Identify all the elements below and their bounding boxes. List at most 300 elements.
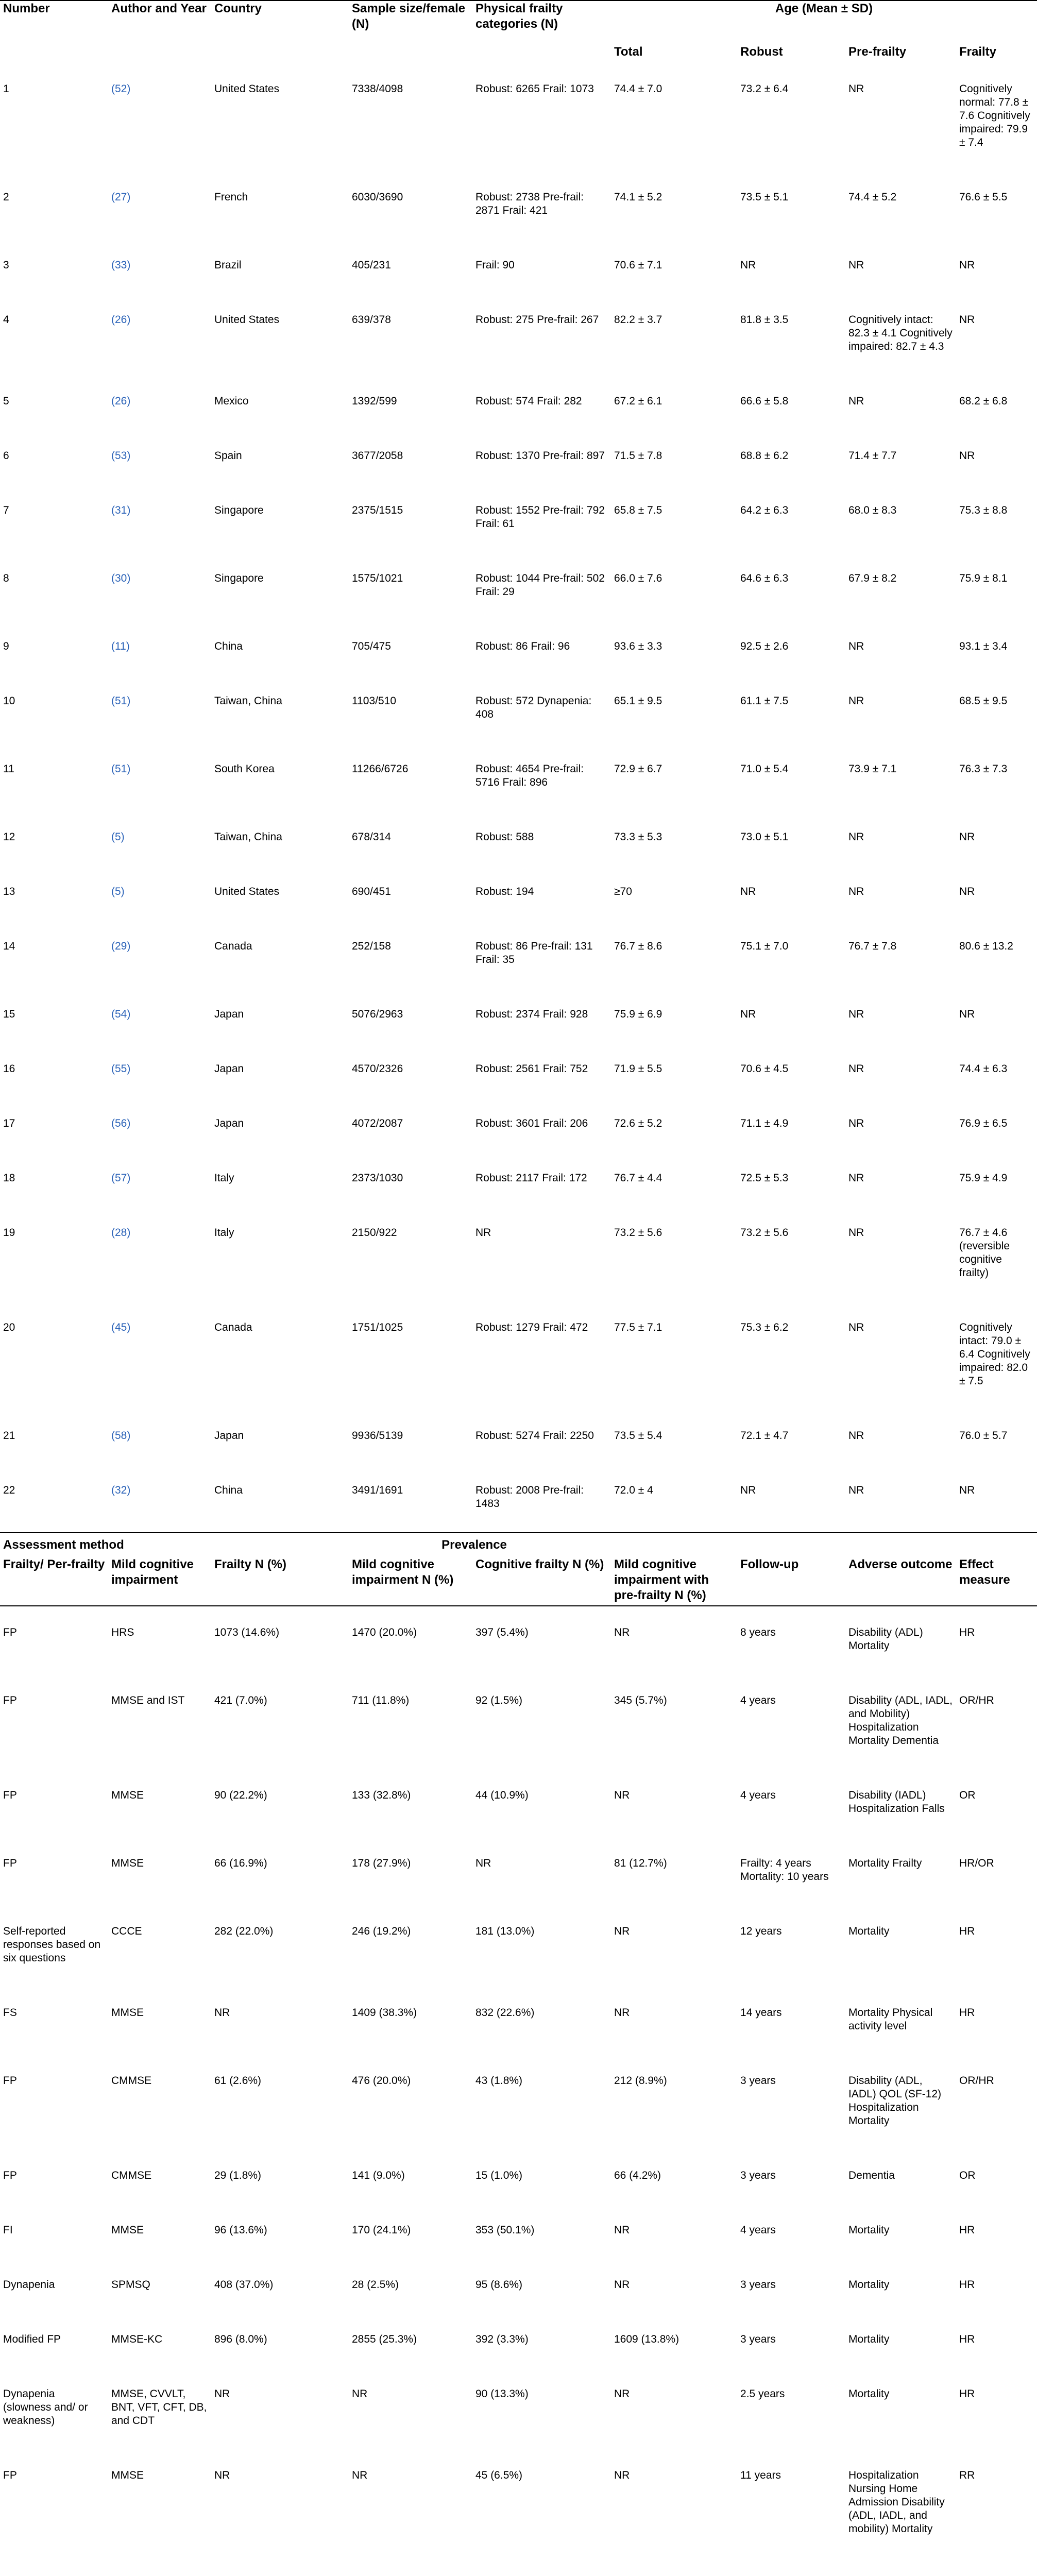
cell-adverse-outcome: Disability (ADL) Mortality [848, 1626, 923, 1652]
cell-country: United States [214, 314, 280, 326]
table-row [0, 2312, 1037, 2367]
cell-mci-n: 1470 (20.0%) [352, 1626, 417, 1638]
cell-sample: 4570/2326 [352, 1063, 403, 1075]
reference-link[interactable]: (28) [111, 1227, 131, 1239]
cell-followup: Frailty: 4 years Mortality: 10 years [740, 1857, 829, 1883]
cell-followup: 4 years [740, 1694, 776, 1706]
cell-country: United States [214, 886, 280, 897]
cell-frailty-method [0, 2556, 108, 2576]
cell-sample: 1392/599 [352, 395, 397, 407]
cell-sample: 2375/1515 [352, 504, 403, 516]
cell-age-prefrailty: NR [848, 695, 864, 707]
cell-followup: 3 years [740, 2279, 776, 2291]
cell-physical-frailty: Robust: 2374 Frail: 928 [475, 1008, 588, 1020]
table-row [0, 1409, 1037, 1463]
cell-reference [108, 429, 211, 483]
cell-mci-prefrailty-n: 345 (5.7%) [614, 1694, 667, 1706]
cell-mci-n: NR [352, 2469, 368, 2481]
table-row [0, 1904, 1037, 1986]
cell-number: 19 [3, 1227, 15, 1239]
table-row [0, 1151, 1037, 1206]
cell-reference [108, 919, 211, 987]
cell-age-frailty: 75.9 ± 4.9 [959, 1172, 1008, 1184]
cell-mci-method: MMSE, CVVLT, BNT, VFT, CFT, DB, and CDT [111, 2388, 207, 2427]
cell-cog-frailty-n: 392 (3.3%) [475, 2333, 529, 2345]
cell-effect-measure: HR [959, 2279, 975, 2291]
cell-frailty-n: 282 (22.0%) [214, 1925, 274, 1937]
cell-sample: 252/158 [352, 940, 391, 952]
cell-age-total: 73.5 ± 5.4 [614, 1430, 662, 1442]
cell-mci-prefrailty-n: NR [614, 1789, 630, 1801]
cell-mci-prefrailty-n: NR [614, 2469, 630, 2481]
cell-age-prefrailty: NR [848, 1321, 864, 1333]
table-row [0, 429, 1037, 483]
cell-sample: 2150/922 [352, 1227, 397, 1239]
cell-physical-frailty: Robust: 275 Pre-frail: 267 [475, 314, 599, 326]
col-header-physical-frailty: Physical frailty categories (N) [475, 2, 563, 31]
cell-physical-frailty: Frail: 90 [475, 259, 515, 271]
cell-age-frailty: NR [959, 314, 975, 326]
cell-age-total: 75.9 ± 6.9 [614, 1008, 662, 1020]
cell-age-total: 74.1 ± 5.2 [614, 191, 662, 203]
cell-physical-frailty: Robust: 2561 Frail: 752 [475, 1063, 588, 1075]
reference-link[interactable]: (26) [111, 395, 131, 407]
table-row [0, 2203, 1037, 2258]
table-row [0, 865, 1037, 919]
cell-cog-frailty-n: 95 (8.6%) [475, 2279, 523, 2291]
cell-adverse-outcome: Mortality [848, 2333, 890, 2345]
cell-adverse-outcome: Mortality [848, 2388, 890, 2400]
table-row [0, 1300, 1037, 1409]
cell-age-total: 71.9 ± 5.5 [614, 1063, 662, 1075]
cell-mci-method: CMMSE [111, 2170, 152, 2181]
cell-age-prefrailty: 74.4 ± 5.2 [848, 191, 897, 203]
cell-frailty-method: Dynapenia (slowness and/ or weakness) [3, 2388, 88, 2427]
cell-sample: 678/314 [352, 831, 391, 843]
cell-effect-measure: HR [959, 2388, 975, 2400]
cell-mci-n: 133 (32.8%) [352, 1789, 411, 1801]
col-header-frailty-n: Frailty N (%) [214, 1557, 287, 1571]
table-row [0, 1206, 1037, 1300]
cell-reference [108, 1096, 211, 1151]
cell-followup: 3 years [740, 2333, 776, 2345]
col-header-followup: Follow-up [740, 1557, 799, 1571]
cell-cog-frailty-n: 15 (1.0%) [475, 2170, 523, 2181]
cell-physical-frailty: Robust: 2008 Pre-frail: 1483 [475, 1484, 584, 1510]
cell-age-total: 93.6 ± 3.3 [614, 640, 662, 652]
table-row [0, 1768, 1037, 1836]
reference-link[interactable]: (26) [111, 314, 131, 326]
table2-header-rule [0, 1605, 1037, 1606]
cell-frailty-method: FP [3, 1857, 17, 1869]
cell-effect-measure: HR [959, 1626, 975, 1638]
reference-link[interactable]: (32) [111, 1484, 131, 1496]
cell-followup: 4 years [740, 1789, 776, 1801]
col-header-frailty-pre: Frailty/ Per-frailty [3, 1557, 105, 1571]
cell-age-frailty: NR [959, 831, 975, 843]
cell-frailty-method: FP [3, 2469, 17, 2481]
cell-country: Canada [214, 940, 252, 952]
cell-age-robust: 73.2 ± 6.4 [740, 83, 789, 95]
cell-mci-n: 1409 (38.3%) [352, 2007, 417, 2019]
cell-cog-frailty-n: 397 (5.4%) [475, 1626, 529, 1638]
cell-country: Canada [214, 1321, 252, 1333]
reference-link[interactable]: (31) [111, 504, 131, 516]
cell-age-frailty: NR [959, 450, 975, 462]
cell-cog-frailty-n: 92 (1.5%) [475, 1694, 523, 1706]
cell-followup: 12 years [740, 1925, 782, 1937]
cell-number: 8 [3, 572, 9, 584]
cell-age-total: 65.8 ± 7.5 [614, 504, 662, 516]
cell-mci-method: MMSE and IST [111, 1694, 185, 1706]
cell-age-frailty: 80.6 ± 13.2 [959, 940, 1013, 952]
cell-frailty-n: 61 (2.6%) [214, 2075, 262, 2087]
cell-effect-measure: RR [959, 2469, 975, 2481]
cell-frailty-method: Self-reported responses based on six questions [3, 1925, 101, 1964]
cell-mci-prefrailty-n: 212 (8.9%) [614, 2075, 667, 2087]
table-row [0, 2054, 1037, 2148]
cell-mci-method: MMSE [111, 2224, 144, 2236]
table-row [0, 62, 1037, 170]
cell-age-robust: 73.2 ± 5.6 [740, 1227, 789, 1239]
cell-number: 2 [3, 191, 9, 203]
cell-age-prefrailty: NR [848, 1484, 864, 1496]
cell-age-prefrailty: NR [848, 1117, 864, 1129]
table-row [0, 551, 1037, 619]
cell-age-prefrailty: 73.9 ± 7.1 [848, 763, 897, 775]
table-middle-rule [0, 1532, 1037, 1533]
table-row [0, 810, 1037, 865]
cell-age-frailty: NR [959, 259, 975, 271]
cell-sample: 4072/2087 [352, 1117, 403, 1129]
cell-number: 22 [3, 1484, 15, 1496]
cell-sample: 405/231 [352, 259, 391, 271]
cell-frailty-n: 421 (7.0%) [214, 1694, 267, 1706]
cell-effect-measure: HR [959, 2333, 975, 2345]
cell-reference [108, 1206, 211, 1300]
cell-reference [108, 810, 211, 865]
cell-physical-frailty: Robust: 6265 Frail: 1073 [475, 83, 594, 95]
cell-frailty-method: FI [3, 2224, 13, 2236]
cell-age-total: 72.9 ± 6.7 [614, 763, 662, 775]
reference-link[interactable]: (52) [111, 83, 131, 95]
cell-frailty-method: FP [3, 2170, 17, 2181]
cell-mci-prefrailty-n: 81 (12.7%) [614, 1857, 667, 1869]
table-row [0, 1042, 1037, 1096]
cell-age-robust: 75.3 ± 6.2 [740, 1321, 789, 1333]
col-header-mci-n: Mild cognitive impairment N (%) [352, 1557, 454, 1587]
cell-effect-measure [956, 2556, 1037, 2576]
cell-country: United States [214, 83, 280, 95]
reference-link[interactable]: (5) [111, 886, 125, 897]
cell-reference [108, 238, 211, 293]
cell-effect-measure: HR/OR [959, 1857, 994, 1869]
cell-age-prefrailty: 76.7 ± 7.8 [848, 940, 897, 952]
cell-effect-measure: OR/HR [959, 2075, 994, 2087]
cell-frailty-n: 896 (8.0%) [214, 2333, 267, 2345]
cell-adverse-outcome: Disability (IADL) Hospitalization Falls [848, 1789, 945, 1815]
table-row [0, 170, 1037, 238]
cell-country: China [214, 640, 243, 652]
cell-age-robust: 72.1 ± 4.7 [740, 1430, 789, 1442]
cell-physical-frailty: Robust: 86 Pre-frail: 131 Frail: 35 [475, 940, 593, 965]
cell-age-total: 73.2 ± 5.6 [614, 1227, 662, 1239]
cell-age-frailty: 76.0 ± 5.7 [959, 1430, 1008, 1442]
cell-sample: 9936/5139 [352, 1430, 403, 1442]
cell-physical-frailty: Robust: 3601 Frail: 206 [475, 1117, 588, 1129]
col-header-prefrailty: Pre-frailty [848, 45, 907, 59]
cell-sample: 3677/2058 [352, 450, 403, 462]
cell-number: 15 [3, 1008, 15, 1020]
cell-number: 5 [3, 395, 9, 407]
cell-age-total: 77.5 ± 7.1 [614, 1321, 662, 1333]
cell-age-robust: NR [740, 259, 756, 271]
cell-followup: 11 years [740, 2469, 781, 2481]
cell-sample: 5076/2963 [352, 1008, 403, 1020]
cell-adverse-outcome: Mortality [848, 2224, 890, 2236]
reference-link[interactable]: (55) [111, 1063, 131, 1075]
cell-sample: 705/475 [352, 640, 391, 652]
cell-age-total: 76.7 ± 8.6 [614, 940, 662, 952]
reference-link[interactable]: (33) [111, 259, 131, 271]
cell-country: Japan [214, 1008, 244, 1020]
cell-sample: 11266/6726 [352, 763, 409, 775]
reference-link[interactable]: (57) [111, 1172, 131, 1184]
cell-mci-method: CMMSE [111, 2075, 152, 2087]
table-row [0, 1986, 1037, 2054]
cell-country: Mexico [214, 395, 249, 407]
cell-physical-frailty: Robust: 574 Frail: 282 [475, 395, 582, 407]
cell-mci-method: MMSE-KC [111, 2333, 163, 2345]
cell-effect-measure: HR [959, 2007, 975, 2019]
cell-country: French [214, 191, 248, 203]
cell-age-prefrailty: NR [848, 831, 864, 843]
cell-mci-method: MMSE [111, 1857, 144, 1869]
cell-followup: 8 years [740, 1626, 776, 1638]
reference-link[interactable]: (11) [111, 640, 130, 652]
reference-link[interactable]: (45) [111, 1321, 131, 1333]
cell-cog-frailty-n: 832 (22.6%) [475, 2007, 535, 2019]
cell-frailty-n: 29 (1.8%) [214, 2170, 262, 2181]
cell-mci-n: 170 (24.1%) [352, 2224, 411, 2236]
table-row [0, 1605, 1037, 1673]
cell-age-frailty: 75.3 ± 8.8 [959, 504, 1008, 516]
reference-link[interactable]: (53) [111, 450, 131, 462]
cell-age-robust: 70.6 ± 4.5 [740, 1063, 789, 1075]
cell-mci-prefrailty-n [611, 2556, 737, 2576]
cell-effect-measure: HR [959, 2224, 975, 2236]
cell-age-prefrailty: NR [848, 1430, 864, 1442]
reference-link[interactable]: (51) [111, 763, 131, 775]
cell-reference [108, 483, 211, 551]
table-row [0, 2148, 1037, 2203]
cell-country: Japan [214, 1063, 244, 1075]
cell-mci-method: MMSE [111, 2007, 144, 2019]
cell-frailty-n: 1073 (14.6%) [214, 1626, 280, 1638]
cell-frailty-n: 90 (22.2%) [214, 1789, 267, 1801]
cell-sample: 690/451 [352, 886, 391, 897]
cell-age-prefrailty: Cognitively intact: 82.3 ± 4.1 Cognitively impaired: 82.7 ± 4.3 [848, 314, 953, 352]
table-row [0, 2556, 1037, 2576]
table-row [0, 2258, 1037, 2312]
cell-mci-method: HRS [111, 1626, 134, 1638]
cell-number: 18 [3, 1172, 15, 1184]
cell-age-robust: 81.8 ± 3.5 [740, 314, 789, 326]
cell-age-total: 76.7 ± 4.4 [614, 1172, 662, 1184]
cell-age-prefrailty: NR [848, 259, 864, 271]
cell-mci-prefrailty-n: 1609 (13.8%) [614, 2333, 679, 2345]
cell-frailty-method: Modified FP [3, 2333, 61, 2345]
cell-mci-prefrailty-n: NR [614, 1925, 630, 1937]
reference-link[interactable]: (56) [111, 1117, 131, 1129]
cell-age-total: 66.0 ± 7.6 [614, 572, 662, 584]
cell-frailty-n: 96 (13.6%) [214, 2224, 267, 2236]
cell-mci-n: 28 (2.5%) [352, 2279, 399, 2291]
reference-link[interactable]: (30) [111, 572, 131, 584]
cell-physical-frailty: Robust: 2738 Pre-frail: 2871 Frail: 421 [475, 191, 584, 216]
cell-mci-method: SPMSQ [111, 2279, 150, 2291]
cell-adverse-outcome: Hospitalization Nursing Home Admission Disability (ADL, IADL, and mobility) Mortality [848, 2469, 945, 2535]
cell-physical-frailty: Robust: 86 Frail: 96 [475, 640, 570, 652]
cell-cog-frailty-n: 45 (6.5%) [475, 2469, 523, 2481]
cell-mci-n: 246 (19.2%) [352, 1925, 411, 1937]
col-header-author-year: Author and Year [111, 2, 207, 15]
cell-age-total: 70.6 ± 7.1 [614, 259, 662, 271]
table-row [0, 238, 1037, 293]
cell-reference [108, 293, 211, 374]
cell-age-total: 71.5 ± 7.8 [614, 450, 662, 462]
cell-frailty-method: FP [3, 2075, 17, 2087]
cell-mci-method: CCCE [111, 1925, 142, 1937]
cell-reference [108, 170, 211, 238]
cell-sample: 7338/4098 [352, 83, 403, 95]
cell-frailty-method: FP [3, 1626, 17, 1638]
cell-adverse-outcome: Mortality [848, 2279, 890, 2291]
cell-number: 3 [3, 259, 9, 271]
cell-frailty-n: NR [214, 2388, 230, 2400]
cell-number: 7 [3, 504, 9, 516]
cell-age-prefrailty: NR [848, 395, 864, 407]
cell-age-robust: 64.2 ± 6.3 [740, 504, 789, 516]
cell-cog-frailty-n: 44 (10.9%) [475, 1789, 529, 1801]
table-row [0, 742, 1037, 810]
cell-age-robust: 64.6 ± 6.3 [740, 572, 789, 584]
reference-link[interactable]: (54) [111, 1008, 131, 1020]
col-header-mci-prefrailty-n: Mild cognitive impairment with pre-frailty N (%) [614, 1557, 709, 1602]
col-group-prevalence: Prevalence [441, 1538, 507, 1552]
cell-age-total: ≥70 [614, 886, 632, 897]
cell-physical-frailty: Robust: 1552 Pre-frail: 792 Frail: 61 [475, 504, 605, 530]
col-header-adverse: Adverse outcome [848, 1557, 953, 1571]
cell-physical-frailty: Robust: 588 [475, 831, 534, 843]
cell-number: 11 [3, 763, 14, 775]
col-header-cog-frailty-n: Cognitive frailty N (%) [475, 1557, 604, 1571]
cell-age-frailty: 76.9 ± 6.5 [959, 1117, 1008, 1129]
cell-mci-prefrailty-n: NR [614, 2224, 630, 2236]
cell-followup: 3 years [740, 2170, 776, 2181]
cell-mci-n: 2855 (25.3%) [352, 2333, 417, 2345]
cell-frailty-method: FP [3, 1694, 17, 1706]
cell-cog-frailty-n [472, 2556, 611, 2576]
cell-number: 16 [3, 1063, 15, 1075]
cell-cog-frailty-n: 90 (13.3%) [475, 2388, 529, 2400]
cell-adverse-outcome [845, 2556, 956, 2576]
cell-age-total: 65.1 ± 9.5 [614, 695, 662, 707]
cell-age-frailty: NR [959, 886, 975, 897]
cell-physical-frailty: Robust: 4654 Pre-frail: 5716 Frail: 896 [475, 763, 584, 788]
cell-adverse-outcome: Mortality [848, 1925, 890, 1937]
reference-link[interactable]: (5) [111, 831, 125, 843]
table-row [0, 293, 1037, 374]
cell-age-robust: 71.1 ± 4.9 [740, 1117, 789, 1129]
cell-number: 10 [3, 695, 15, 707]
cell-age-frailty: 68.5 ± 9.5 [959, 695, 1008, 707]
cell-age-prefrailty: 67.9 ± 8.2 [848, 572, 897, 584]
cell-mci-prefrailty-n: NR [614, 1626, 630, 1638]
cell-adverse-outcome: Mortality Physical activity level [848, 2007, 933, 2032]
cell-reference [108, 374, 211, 429]
cell-reference [108, 1300, 211, 1409]
cell-age-total: 72.0 ± 4 [614, 1484, 653, 1496]
table-row [0, 374, 1037, 429]
cell-reference [108, 987, 211, 1042]
cell-reference [108, 674, 211, 742]
cell-age-prefrailty: NR [848, 1008, 864, 1020]
cell-country: Spain [214, 450, 242, 462]
cell-mci-prefrailty-n: NR [614, 2007, 630, 2019]
cell-effect-measure: OR/HR [959, 1694, 994, 1706]
outcomes-table [0, 1535, 1037, 2576]
cell-adverse-outcome: Dementia [848, 2170, 895, 2181]
table-row [0, 1463, 1037, 1531]
cell-age-frailty: 76.6 ± 5.5 [959, 191, 1008, 203]
col-header-sample: Sample size/female (N) [352, 2, 466, 31]
cell-cog-frailty-n: 181 (13.0%) [475, 1925, 535, 1937]
cell-mci-method: MMSE [111, 1789, 144, 1801]
cell-age-total: 74.4 ± 7.0 [614, 83, 662, 95]
cell-country: Taiwan, China [214, 831, 282, 843]
cell-age-total: 72.6 ± 5.2 [614, 1117, 662, 1129]
col-group-assessment: Assessment method [3, 1538, 124, 1552]
reference-link[interactable]: (29) [111, 940, 131, 952]
cell-physical-frailty: Robust: 194 [475, 886, 534, 897]
cell-reference [108, 62, 211, 170]
cell-number: 6 [3, 450, 9, 462]
cell-sample: 6030/3690 [352, 191, 403, 203]
cell-age-frailty: 68.2 ± 6.8 [959, 395, 1008, 407]
cell-country: Japan [214, 1430, 244, 1442]
cell-frailty-n: NR [214, 2469, 230, 2481]
cell-age-prefrailty: NR [848, 83, 864, 95]
table-row [0, 483, 1037, 551]
cell-physical-frailty: Robust: 1279 Frail: 472 [475, 1321, 588, 1333]
cell-number: 20 [3, 1321, 15, 1333]
reference-link[interactable]: (51) [111, 695, 131, 707]
cell-age-total: 67.2 ± 6.1 [614, 395, 662, 407]
cell-mci-prefrailty-n: NR [614, 2388, 630, 2400]
cell-number: 4 [3, 314, 9, 326]
cell-sample: 1751/1025 [352, 1321, 403, 1333]
reference-link[interactable]: (58) [111, 1430, 131, 1442]
cell-followup [737, 2556, 845, 2576]
cell-physical-frailty: Robust: 1370 Pre-frail: 897 [475, 450, 605, 462]
cell-followup: 3 years [740, 2075, 776, 2087]
cell-frailty-n [211, 2556, 349, 2576]
col-header-number: Number [3, 2, 50, 15]
reference-link[interactable]: (27) [111, 191, 131, 203]
cell-age-frailty: Cognitively normal: 77.8 ± 7.6 Cognitively impaired: 79.9 ± 7.4 [959, 83, 1030, 148]
cell-age-robust: 68.8 ± 6.2 [740, 450, 789, 462]
